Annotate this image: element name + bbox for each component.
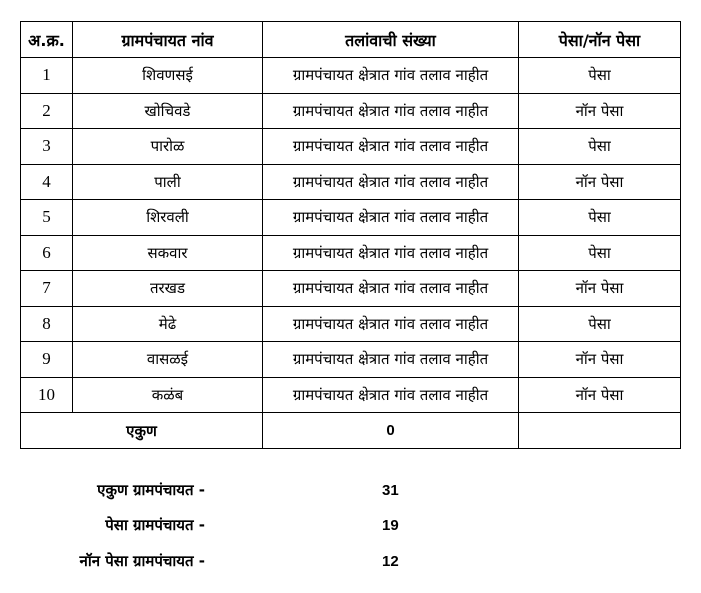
header-pond-count: तलांवाची संख्या [263, 22, 519, 58]
summary-label: नॉन पेसा ग्रामपंचायत - [79, 552, 205, 570]
row-pesa-status: नॉन पेसा [519, 93, 681, 129]
row-serial-no: 8 [21, 306, 73, 342]
row-pond-count: ग्रामपंचायत क्षेत्रात गांव तलाव नाहीत [263, 164, 519, 200]
table-row [21, 200, 681, 236]
row-village-name: मेढे [73, 306, 263, 342]
row-serial-no: 2 [21, 93, 73, 129]
row-village-name: वासळई [73, 342, 263, 378]
table-row [21, 271, 681, 307]
table-row [21, 93, 681, 129]
row-pesa-status: नॉन पेसा [519, 164, 681, 200]
row-serial-no: 6 [21, 235, 73, 271]
row-village-name: कळंब [73, 377, 263, 413]
total-label: एकुण [21, 413, 263, 449]
village-ponds-table [20, 21, 681, 449]
summary-value: 12 [382, 553, 399, 570]
row-pesa-status: नॉन पेसा [519, 377, 681, 413]
total-pond-count: 0 [263, 413, 519, 449]
table-row [21, 129, 681, 165]
row-serial-no: 3 [21, 129, 73, 165]
table-total-row [21, 413, 681, 449]
row-pesa-status: पेसा [519, 306, 681, 342]
table-row [21, 235, 681, 271]
row-pesa-status: नॉन पेसा [519, 342, 681, 378]
row-village-name: खोचिवडे [73, 93, 263, 129]
summary-label: पेसा ग्रामपंचायत - [105, 516, 205, 534]
header-pesa-status: पेसा/नॉन पेसा [519, 22, 681, 58]
row-village-name: शिरवली [73, 200, 263, 236]
row-pond-count: ग्रामपंचायत क्षेत्रात गांव तलाव नाहीत [263, 342, 519, 378]
row-serial-no: 1 [21, 58, 73, 94]
row-village-name: शिवणसई [73, 58, 263, 94]
row-pesa-status: पेसा [519, 58, 681, 94]
header-serial-no: अ.क्र. [21, 22, 73, 58]
table-row [21, 377, 681, 413]
row-village-name: पाली [73, 164, 263, 200]
row-village-name: पारोळ [73, 129, 263, 165]
row-serial-no: 5 [21, 200, 73, 236]
row-pesa-status: नॉन पेसा [519, 271, 681, 307]
row-serial-no: 4 [21, 164, 73, 200]
row-pond-count: ग्रामपंचायत क्षेत्रात गांव तलाव नाहीत [263, 129, 519, 165]
table-row [21, 58, 681, 94]
table-row [21, 164, 681, 200]
summary-pesa-gram-panchayat [20, 515, 440, 541]
row-pond-count: ग्रामपंचायत क्षेत्रात गांव तलाव नाहीत [263, 271, 519, 307]
row-pond-count: ग्रामपंचायत क्षेत्रात गांव तलाव नाहीत [263, 200, 519, 236]
table-header-row [21, 22, 681, 58]
header-gram-panchayat-name: ग्रामपंचायत नांव [73, 22, 263, 58]
row-pesa-status: पेसा [519, 235, 681, 271]
table-row [21, 342, 681, 378]
row-pesa-status: पेसा [519, 200, 681, 236]
row-pond-count: ग्रामपंचायत क्षेत्रात गांव तलाव नाहीत [263, 93, 519, 129]
row-pond-count: ग्रामपंचायत क्षेत्रात गांव तलाव नाहीत [263, 377, 519, 413]
row-pond-count: ग्रामपंचायत क्षेत्रात गांव तलाव नाहीत [263, 306, 519, 342]
row-village-name: तरखड [73, 271, 263, 307]
summary-label: एकुण ग्रामपंचायत - [97, 481, 205, 499]
row-village-name: सकवार [73, 235, 263, 271]
row-pesa-status: पेसा [519, 129, 681, 165]
row-pond-count: ग्रामपंचायत क्षेत्रात गांव तलाव नाहीत [263, 235, 519, 271]
summary-value: 19 [382, 517, 399, 534]
summary-value: 31 [382, 482, 399, 499]
summary-non-pesa-gram-panchayat [20, 551, 440, 577]
row-pond-count: ग्रामपंचायत क्षेत्रात गांव तलाव नाहीत [263, 58, 519, 94]
row-serial-no: 9 [21, 342, 73, 378]
table-row [21, 306, 681, 342]
summary-total-gram-panchayat [20, 480, 440, 506]
total-empty-cell [519, 413, 681, 449]
row-serial-no: 10 [21, 377, 73, 413]
row-serial-no: 7 [21, 271, 73, 307]
